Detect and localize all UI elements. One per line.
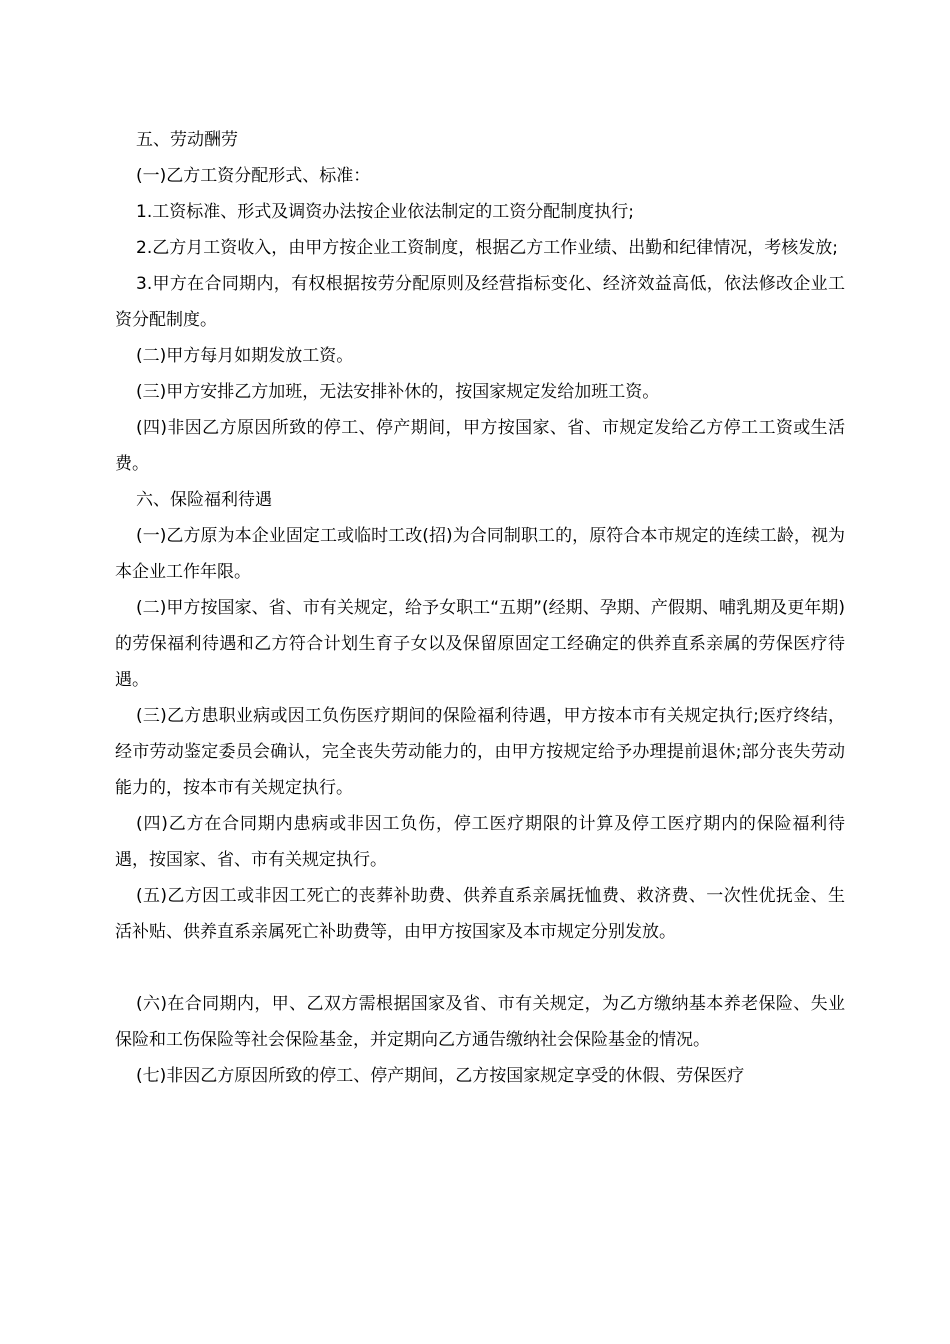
section-heading-labor-pay: 五、劳动酬劳 <box>136 130 238 150</box>
paragraph: (四)乙方在合同期内患病或非因工负伤，停工医疗期限的计算及停工医疗期内的保险福利待遇，按国家、省、市有关规定执行。 <box>115 814 845 870</box>
paragraph: 3.甲方在合同期内，有权根据按劳分配原则及经营指标变化、经济效益高低，依法修改企业工资分配制度。 <box>115 274 845 330</box>
paragraph: (一)乙方原为本企业固定工或临时工改(招)为合同制职工的，原符合本市规定的连续工龄，视为本企业工作年限。 <box>115 526 845 582</box>
paragraph: 1.工资标准、形式及调资办法按企业依法制定的工资分配制度执行; <box>136 202 634 222</box>
paragraph: (三)乙方患职业病或因工负伤医疗期间的保险福利待遇，甲方按本市有关规定执行;医疗终结，经市劳动鉴定委员会确认，完全丧失劳动能力的，由甲方按规定给予办理提前退休;部分丧失劳动能力的，按本市有关规定执行。 <box>115 706 845 798</box>
section-heading-insurance-welfare: 六、保险福利待遇 <box>136 490 272 510</box>
paragraph: (三)甲方安排乙方加班，无法安排补休的，按国家规定发给加班工资。 <box>136 382 660 402</box>
paragraph: (二)甲方每月如期发放工资。 <box>136 346 354 366</box>
paragraph: (二)甲方按国家、省、市有关规定，给予女职工“五期”(经期、孕期、产假期、哺乳期及更年期)的劳保福利待遇和乙方符合计划生育子女以及保留原固定工经确定的供养直系亲属的劳保医疗待遇。 <box>115 598 845 690</box>
blank-line <box>115 950 845 986</box>
paragraph: 2.乙方月工资收入，由甲方按企业工资制度，根据乙方工作业绩、出勤和纪律情况，考核发放; <box>136 238 838 258</box>
paragraph: (四)非因乙方原因所致的停工、停产期间，甲方按国家、省、市规定发给乙方停工工资或生活费。 <box>115 418 845 474</box>
paragraph: (七)非因乙方原因所致的停工、停产期间，乙方按国家规定享受的休假、劳保医疗 <box>136 1066 745 1086</box>
paragraph: (六)在合同期内，甲、乙双方需根据国家及省、市有关规定，为乙方缴纳基本养老保险、失业保险和工伤保险等社会保险基金，并定期向乙方通告缴纳社会保险基金的情况。 <box>115 994 845 1050</box>
document-body <box>115 122 845 1094</box>
paragraph: (一)乙方工资分配形式、标准： <box>136 166 371 186</box>
paragraph: (五)乙方因工或非因工死亡的丧葬补助费、供养直系亲属抚恤费、救济费、一次性优抚金、生活补贴、供养直系亲属死亡补助费等，由甲方按国家及本市规定分别发放。 <box>115 886 845 942</box>
